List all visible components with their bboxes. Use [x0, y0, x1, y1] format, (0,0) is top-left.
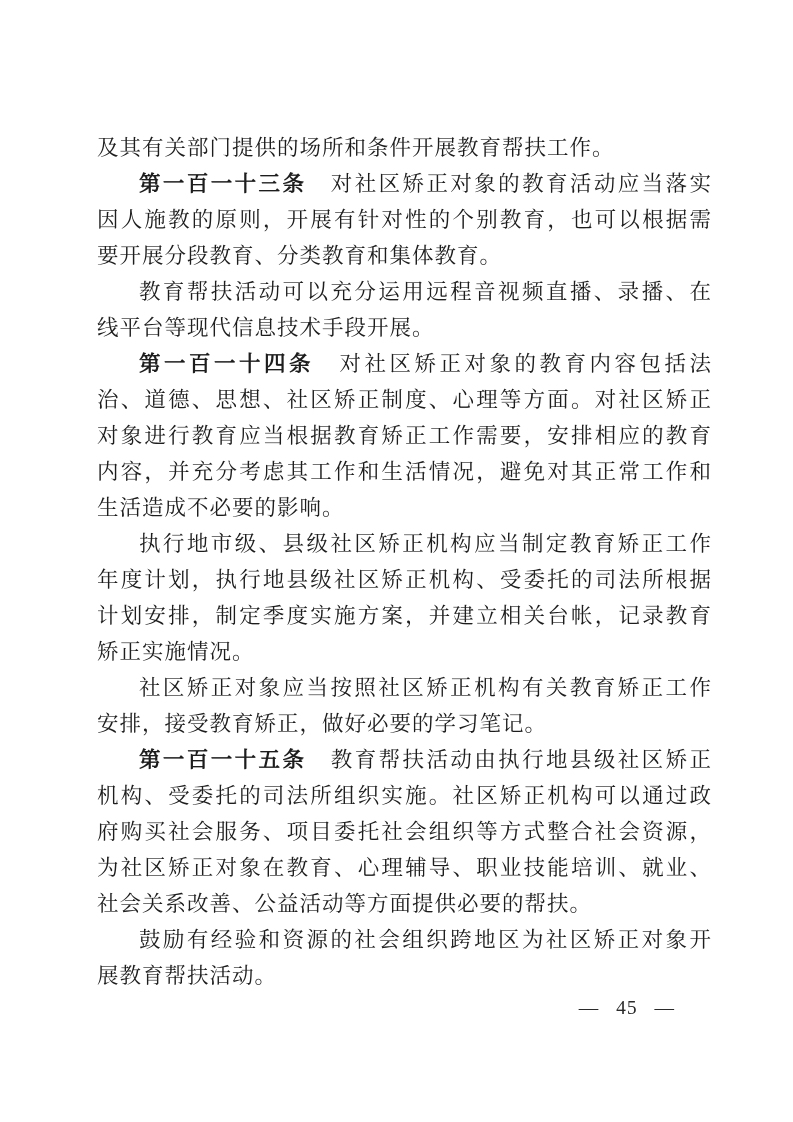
document-body: [97, 130, 711, 994]
text-line: 社会关系改善、公益活动等方面提供必要的帮扶。: [97, 892, 593, 916]
text-line: 生活造成不必要的影响。: [97, 496, 345, 520]
article-number: 第一百一十五条: [139, 748, 307, 772]
text-line: 线平台等现代信息技术手段开展。: [97, 316, 435, 340]
page-number: — 45 —: [578, 998, 675, 1019]
text-line: 治、道德、思想、社区矫正制度、心理等方面。对社区矫正: [97, 388, 711, 412]
text-line: 计划安排，制定季度实施方案，并建立相关台帐，记录教育: [97, 604, 711, 628]
text-line: 因人施教的原则，开展有针对性的个别教育，也可以根据需: [97, 208, 711, 232]
text-line: [97, 166, 711, 202]
text-line: 鼓励有经验和资源的社会组织跨地区为社区矫正对象开: [139, 928, 711, 952]
article-number: 第一百一十三条: [139, 172, 307, 196]
text-line: 矫正实施情况。: [97, 640, 255, 664]
text-line: 年度计划，执行地县级社区矫正机构、受委托的司法所根据: [97, 568, 711, 592]
text-line: 要开展分段教育、分类教育和集体教育。: [97, 244, 503, 268]
text-line: 机构、受委托的司法所组织实施。社区矫正机构可以通过政: [97, 784, 711, 808]
text-line: 及其有关部门提供的场所和条件开展教育帮扶工作。: [97, 136, 615, 160]
text-line: 教育帮扶活动可以充分运用远程音视频直播、录播、在: [139, 280, 711, 304]
article-number: 第一百一十四条: [139, 352, 314, 376]
text-line: [97, 742, 711, 778]
article-text: 教育帮扶活动由执行地县级社区矫正: [328, 748, 711, 772]
article-text: 对社区矫正对象的教育活动应当落实: [328, 172, 711, 196]
text-line: 内容，并充分考虑其工作和生活情况，避免对其正常工作和: [97, 460, 711, 484]
text-line: 府购买社会服务、项目委托社会组织等方式整合社会资源，: [97, 820, 711, 844]
text-line: [97, 346, 711, 382]
text-line: 执行地市级、县级社区矫正机构应当制定教育矫正工作: [139, 532, 711, 556]
text-line: 为社区矫正对象在教育、心理辅导、职业技能培训、就业、: [97, 856, 711, 880]
text-line: 安排，接受教育矫正，做好必要的学习笔记。: [97, 712, 548, 736]
text-line: 对象进行教育应当根据教育矫正工作需要，安排相应的教育: [97, 424, 711, 448]
text-line: 展教育帮扶活动。: [97, 964, 278, 988]
article-text: 对社区矫正对象的教育内容包括法: [336, 352, 711, 376]
text-line: 社区矫正对象应当按照社区矫正机构有关教育矫正工作: [139, 676, 711, 700]
